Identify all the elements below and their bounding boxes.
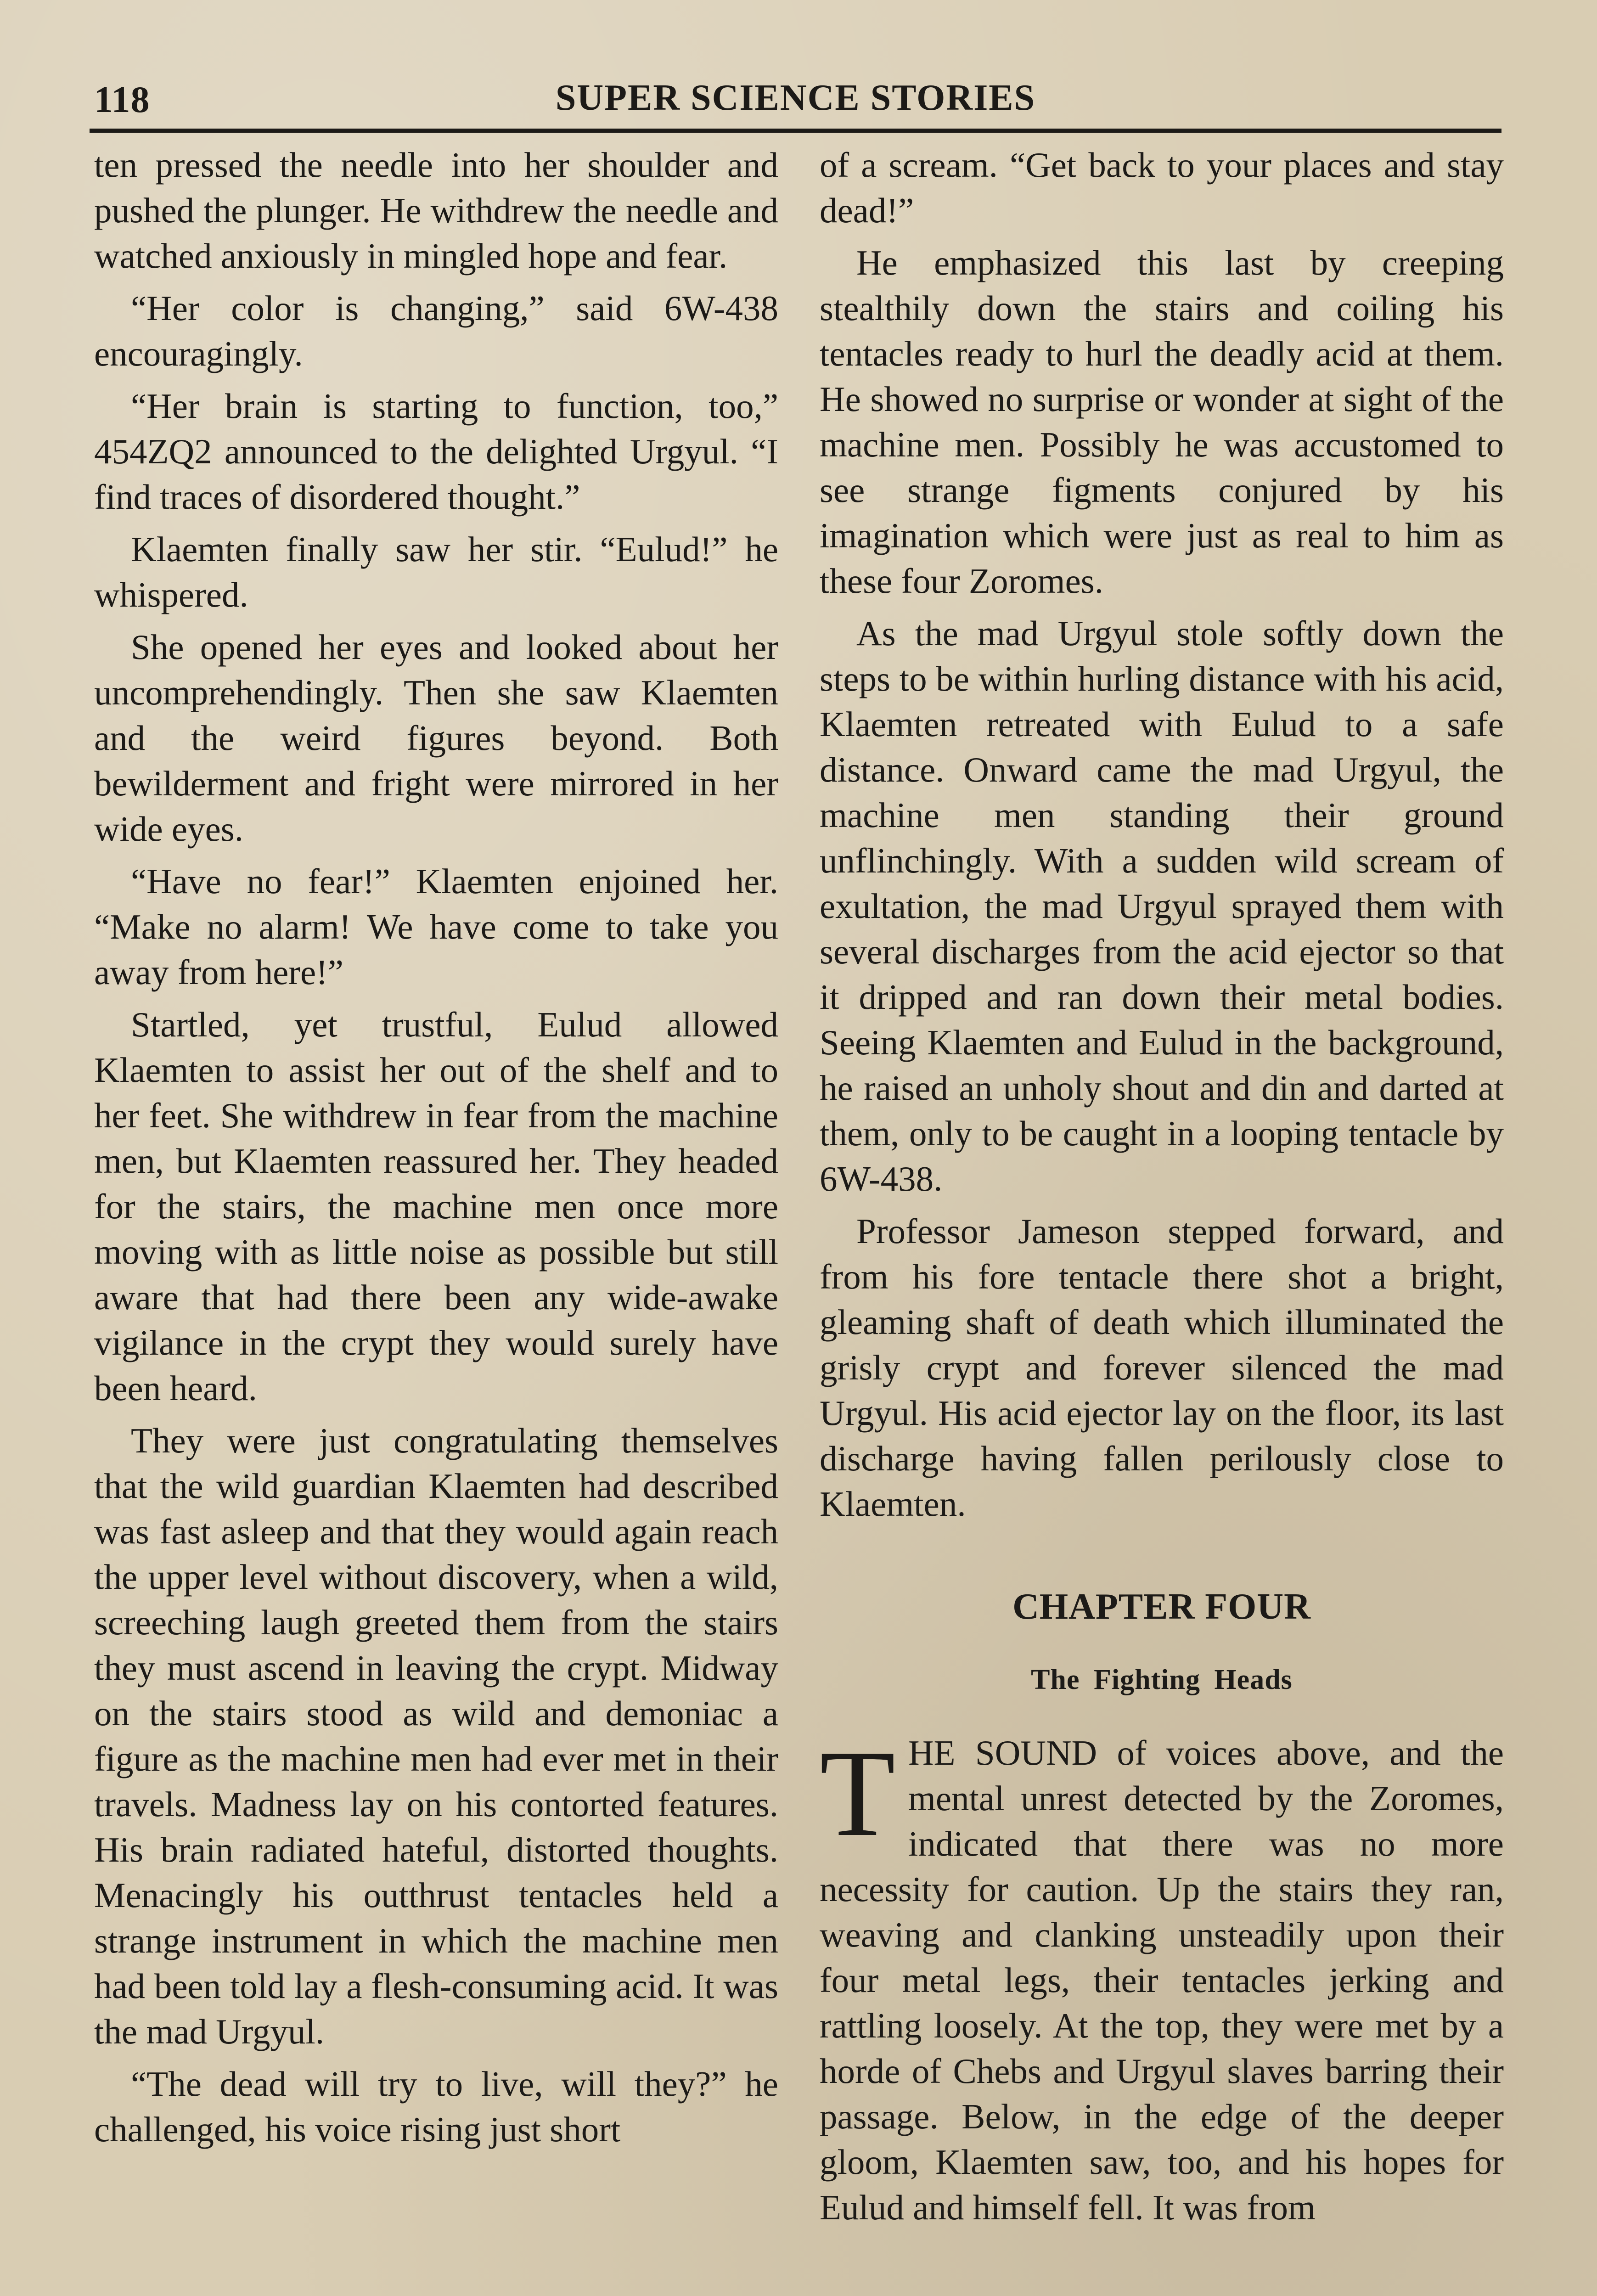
- paragraph: ten pressed the needle into her shoulder and pushed the plunger. He withdrew the needle and watched anxiously in mingled hope and fear.: [94, 145, 778, 276]
- page-number: 118: [94, 79, 150, 120]
- paragraph: As the mad Urgyul stole softly down the steps to be within hurling distance with his acid, Klaemten retreated with Eulud to a safe distance. Onward came the mad Urgyul, the machine men standing their ground unflinchingly. With a sudden wild scream of exultation, the mad Urgyul sprayed them with several discharges from the acid ejector so that it dripped and ran down their metal bodies. Seeing Klaemten and Eulud in the background, he raised an unholy shout and din and darted at them, only to be caught in a looping tentacle by 6W-438.: [820, 613, 1504, 1199]
- paragraph: They were just congratulating themselves that the wild guardian Klaemten had described was fast asleep and that they would again reach the upper level without discovery, when a wild, screeching laugh greeted them from the stairs they must ascend in leaving the crypt. Midway on the stairs stood as wild and demoniac a figure as the machine men had ever met in their travels. Madness lay on his contorted features. His brain radiated hateful, distorted thoughts. Menacingly his outthrust tentacles held a strange instrument in which the machine men had been told lay a flesh-consuming acid. It was the mad Urgyul.: [94, 1421, 778, 2051]
- paragraph: “Her brain is starting to function, too,” 454ZQ2 announced to the delighted Urgyul. “I find traces of disordered thought.”: [94, 386, 778, 517]
- header-rule: [90, 129, 1501, 133]
- paragraph: Startled, yet trustful, Eulud allowed Klaemten to assist her out of the shelf and to her feet. She withdrew in fear from the machine men, but Klaemten reassured her. They headed for the stairs, the machine men once more moving with as little noise as possible but still aware that had there been any wide-awake vigilance in the crypt they would surely have been heard.: [94, 1005, 778, 1408]
- paragraph: Klaemten finally saw her stir. “Eulud!” he whispered.: [94, 529, 778, 614]
- chapter-subtitle: The Fighting Heads: [1031, 1664, 1293, 1695]
- paragraph: “Her color is changing,” said 6W-438 encouragingly.: [94, 288, 778, 373]
- right-column: [820, 142, 1504, 2237]
- paragraph: “The dead will try to live, will they?” he challenged, his voice rising just short: [94, 2064, 778, 2149]
- paragraph: She opened her eyes and looked about her uncomprehendingly. Then she saw Klaemten and the weird figures beyond. Both bewilderment and fright were mirrored in her wide eyes.: [94, 627, 778, 849]
- left-column: [94, 142, 778, 2159]
- drop-cap: T: [820, 1725, 895, 1862]
- paragraph: Professor Jameson stepped forward, and from his fore tentacle there shot a bright, gleaming shaft of death which illuminated the grisly crypt and forever silenced the mad Urgyul. His acid ejector lay on the floor, its last discharge having fallen perilously close to Klaemten.: [820, 1211, 1504, 1524]
- page-header: [94, 69, 1497, 129]
- paragraph: of a scream. “Get back to your places and stay dead!”: [820, 145, 1504, 230]
- running-title: SUPER SCIENCE STORIES: [555, 78, 1036, 118]
- paragraph: “Have no fear!” Klaemten enjoined her. “Make no alarm! We have come to take you away from here!”: [94, 861, 778, 992]
- chapter-opening-paragraph: [820, 1725, 1504, 2230]
- paragraph: He emphasized this last by creeping stealthily down the stairs and coiling his tentacles ready to hurl the deadly acid at them. He showed no surprise or wonder at sight of the machine men. Possibly he was accustomed to see strange figments conjured by his imagination which were just as real to him as these four Zoromes.: [820, 243, 1504, 601]
- chapter-opening-text: HE SOUND of voices above, and the mental unrest detected by the Zoromes, indicated that there was no more necessity for caution. Up the stairs they ran, weaving and clanking unsteadily upon their four metal legs, their tentacles jerking and rattling loosely. At the top, they were met by a horde of Chebs and Urgyul slaves barring their passage. Below, in the edge of the deeper gloom, Klaemten saw, too, and his hopes for Eulud and himself fell. It was from: [820, 1733, 1504, 2227]
- chapter-title: CHAPTER FOUR: [1012, 1587, 1311, 1627]
